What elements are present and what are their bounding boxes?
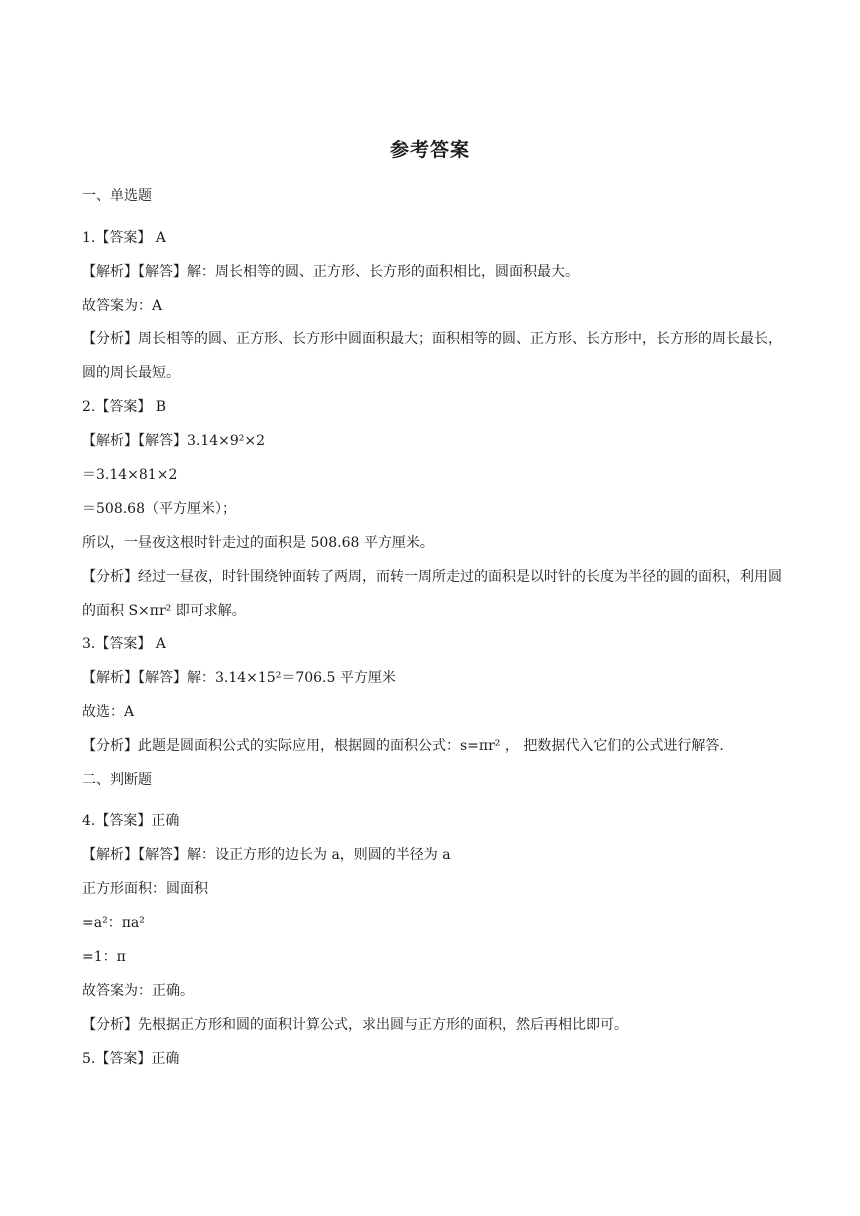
answer-line: 5.【答案】正确: [82, 1051, 180, 1067]
answer-line: 4.【答案】正确: [82, 813, 180, 829]
text-line: 所以，一昼夜这根时针走过的面积是 508.68 平方厘米。: [82, 535, 434, 551]
page-title: 参考答案: [389, 139, 470, 161]
text-line: ＝3.14×81×2: [82, 467, 178, 483]
text-line: 【解析】【解答】解：3.14×15²＝706.5 平方厘米: [82, 670, 396, 686]
analysis-paragraph: 【分析】此题是圆面积公式的实际应用，根据圆的面积公式：s=πr² ， 把数据代入它们的公式进行解答.: [82, 738, 724, 754]
analysis-paragraph: 【分析】周长相等的圆、正方形、长方形中圆面积最大；面积相等的圆、正方形、长方形中，长方形的周长最长，圆的周长最短。: [82, 331, 782, 381]
analysis-paragraph: 【分析】先根据正方形和圆的面积计算公式，求出圆与正方形的面积，然后再相比即可。: [82, 1017, 628, 1033]
text-line: 【解析】【解答】解：周长相等的圆、正方形、长方形的面积相比，圆面积最大。: [82, 264, 579, 280]
answer-line: 1.【答案】 A: [82, 230, 166, 246]
text-line: 正方形面积：圆面积: [82, 881, 208, 897]
text-line: 故选：A: [82, 704, 135, 720]
text-line: 【解析】【解答】解：设正方形的边长为 a，则圆的半径为 a: [82, 847, 451, 863]
text-line: 【解析】【解答】3.14×9²×2: [82, 433, 266, 449]
answer-line: 2.【答案】 B: [82, 399, 167, 415]
analysis-paragraph: 【分析】经过一昼夜，时针围绕钟面转了两周，而转一周所走过的面积是以时针的长度为半径的圆的面积，利用圆的面积 S×πr² 即可求解。: [82, 569, 782, 619]
text-line: 故答案为：A: [82, 298, 163, 314]
section-heading: 一、单选题: [82, 188, 152, 204]
text-line: 故答案为：正确。: [82, 983, 194, 999]
text-line: =a²：πa²: [82, 915, 145, 931]
answer-line: 3.【答案】 A: [82, 636, 166, 652]
text-line: =1：π: [82, 949, 126, 965]
section-heading: 二、判断题: [82, 772, 152, 788]
text-line: ＝508.68（平方厘米）；: [82, 501, 236, 517]
